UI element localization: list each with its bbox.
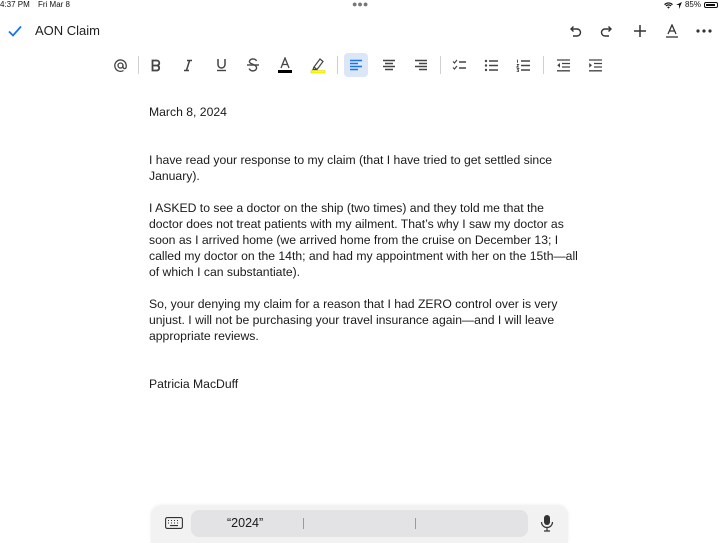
- more-icon: [696, 28, 712, 34]
- align-left-button[interactable]: [344, 53, 368, 77]
- microphone-icon[interactable]: [540, 514, 554, 532]
- decrease-indent-button[interactable]: [551, 53, 575, 77]
- insert-button[interactable]: [630, 21, 650, 41]
- document-header: [0, 14, 720, 48]
- letter-date: March 8, 2024: [149, 105, 227, 119]
- underline-icon: [215, 58, 228, 72]
- increase-indent-icon: [588, 59, 603, 72]
- formatting-toolbar: [0, 52, 720, 78]
- text-color-button[interactable]: [273, 53, 297, 77]
- paragraph-1: I have read your response to my claim (that I have tried to get settled since January).: [149, 153, 553, 183]
- blank-line: [149, 120, 579, 152]
- predictive-text-strip: [191, 510, 528, 537]
- toolbar-divider: [337, 56, 338, 74]
- at-sign-icon: [113, 58, 128, 73]
- checkmark-icon[interactable]: [6, 22, 24, 40]
- blank-line: [149, 184, 579, 200]
- decrease-indent-icon: [556, 59, 571, 72]
- status-right: [664, 0, 718, 10]
- align-right-button[interactable]: [409, 53, 433, 77]
- numbered-list-button[interactable]: [511, 53, 535, 77]
- align-center-button[interactable]: [377, 53, 401, 77]
- suggestion-divider: [303, 518, 304, 529]
- document-title[interactable]: AON Claim: [35, 23, 101, 38]
- undo-button[interactable]: [565, 21, 585, 41]
- wifi-icon: [664, 2, 673, 9]
- location-icon: [676, 2, 682, 9]
- increase-indent-button[interactable]: [583, 53, 607, 77]
- redo-icon: [600, 24, 614, 38]
- suggestion-2[interactable]: [309, 516, 409, 530]
- text-color-swatch: [278, 70, 292, 73]
- text-color-icon: [277, 57, 293, 74]
- keyboard-suggestion-bar: [151, 506, 568, 543]
- suggestion-divider: [415, 518, 416, 529]
- status-bar: [0, 0, 720, 10]
- strikethrough-button[interactable]: [241, 53, 265, 77]
- highlight-color-swatch: [311, 70, 325, 73]
- battery-percent: 85%: [684, 0, 701, 9]
- highlight-button[interactable]: [306, 53, 330, 77]
- paragraph-3: So, your denying my claim for a reason that I had ZERO control over is very unjust. I will not be purchasing your travel insurance again—and I will leave appropriate reviews.: [149, 297, 558, 343]
- bulleted-list-button[interactable]: [479, 53, 503, 77]
- redo-button[interactable]: [597, 21, 617, 41]
- multitasking-dots-icon[interactable]: ●●●: [352, 0, 369, 9]
- document-body[interactable]: [149, 104, 579, 392]
- highlighter-icon: [310, 57, 326, 74]
- italic-button[interactable]: [176, 53, 200, 77]
- keyboard-icon[interactable]: [165, 517, 183, 529]
- mention-button[interactable]: [108, 53, 132, 77]
- bold-icon: [150, 59, 162, 72]
- battery-fill: [706, 4, 715, 6]
- bulleted-list-icon: [484, 59, 499, 72]
- checklist-icon: [452, 59, 467, 72]
- numbered-list-icon: [516, 59, 531, 72]
- status-date: Fri Mar 8: [38, 0, 70, 9]
- battery-icon: [704, 2, 718, 8]
- underline-button[interactable]: [209, 53, 233, 77]
- more-button[interactable]: [694, 21, 714, 41]
- blank-line: [149, 344, 579, 376]
- toolbar-divider: [138, 56, 139, 74]
- toolbar-divider: [543, 56, 544, 74]
- add-icon: [633, 24, 647, 38]
- signature: Patricia MacDuff: [149, 377, 239, 391]
- checklist-button[interactable]: [447, 53, 471, 77]
- align-left-icon: [349, 59, 363, 72]
- strikethrough-icon: [246, 58, 260, 72]
- suggestion-1[interactable]: “2024”: [227, 516, 264, 530]
- undo-icon: [568, 24, 582, 38]
- italic-icon: [182, 59, 194, 72]
- toolbar-divider: [440, 56, 441, 74]
- paragraph-2: I ASKED to see a doctor on the ship (two times) and they told me that the doctor does not treat patients with my ailment. That’s why I saw my doctor as soon as I arrived home (we arrived home from the cruise on December 13; I called my doctor on the 14th; and had my appointment with her on the 15th—all of which I can substantiate).: [149, 201, 578, 279]
- text-format-icon: [665, 24, 679, 38]
- status-time: 4:37 PM: [0, 0, 30, 9]
- align-right-icon: [414, 59, 428, 72]
- align-center-icon: [382, 59, 396, 72]
- format-button[interactable]: [662, 21, 682, 41]
- blank-line: [149, 280, 579, 296]
- suggestion-3[interactable]: [421, 516, 521, 530]
- bold-button[interactable]: [144, 53, 168, 77]
